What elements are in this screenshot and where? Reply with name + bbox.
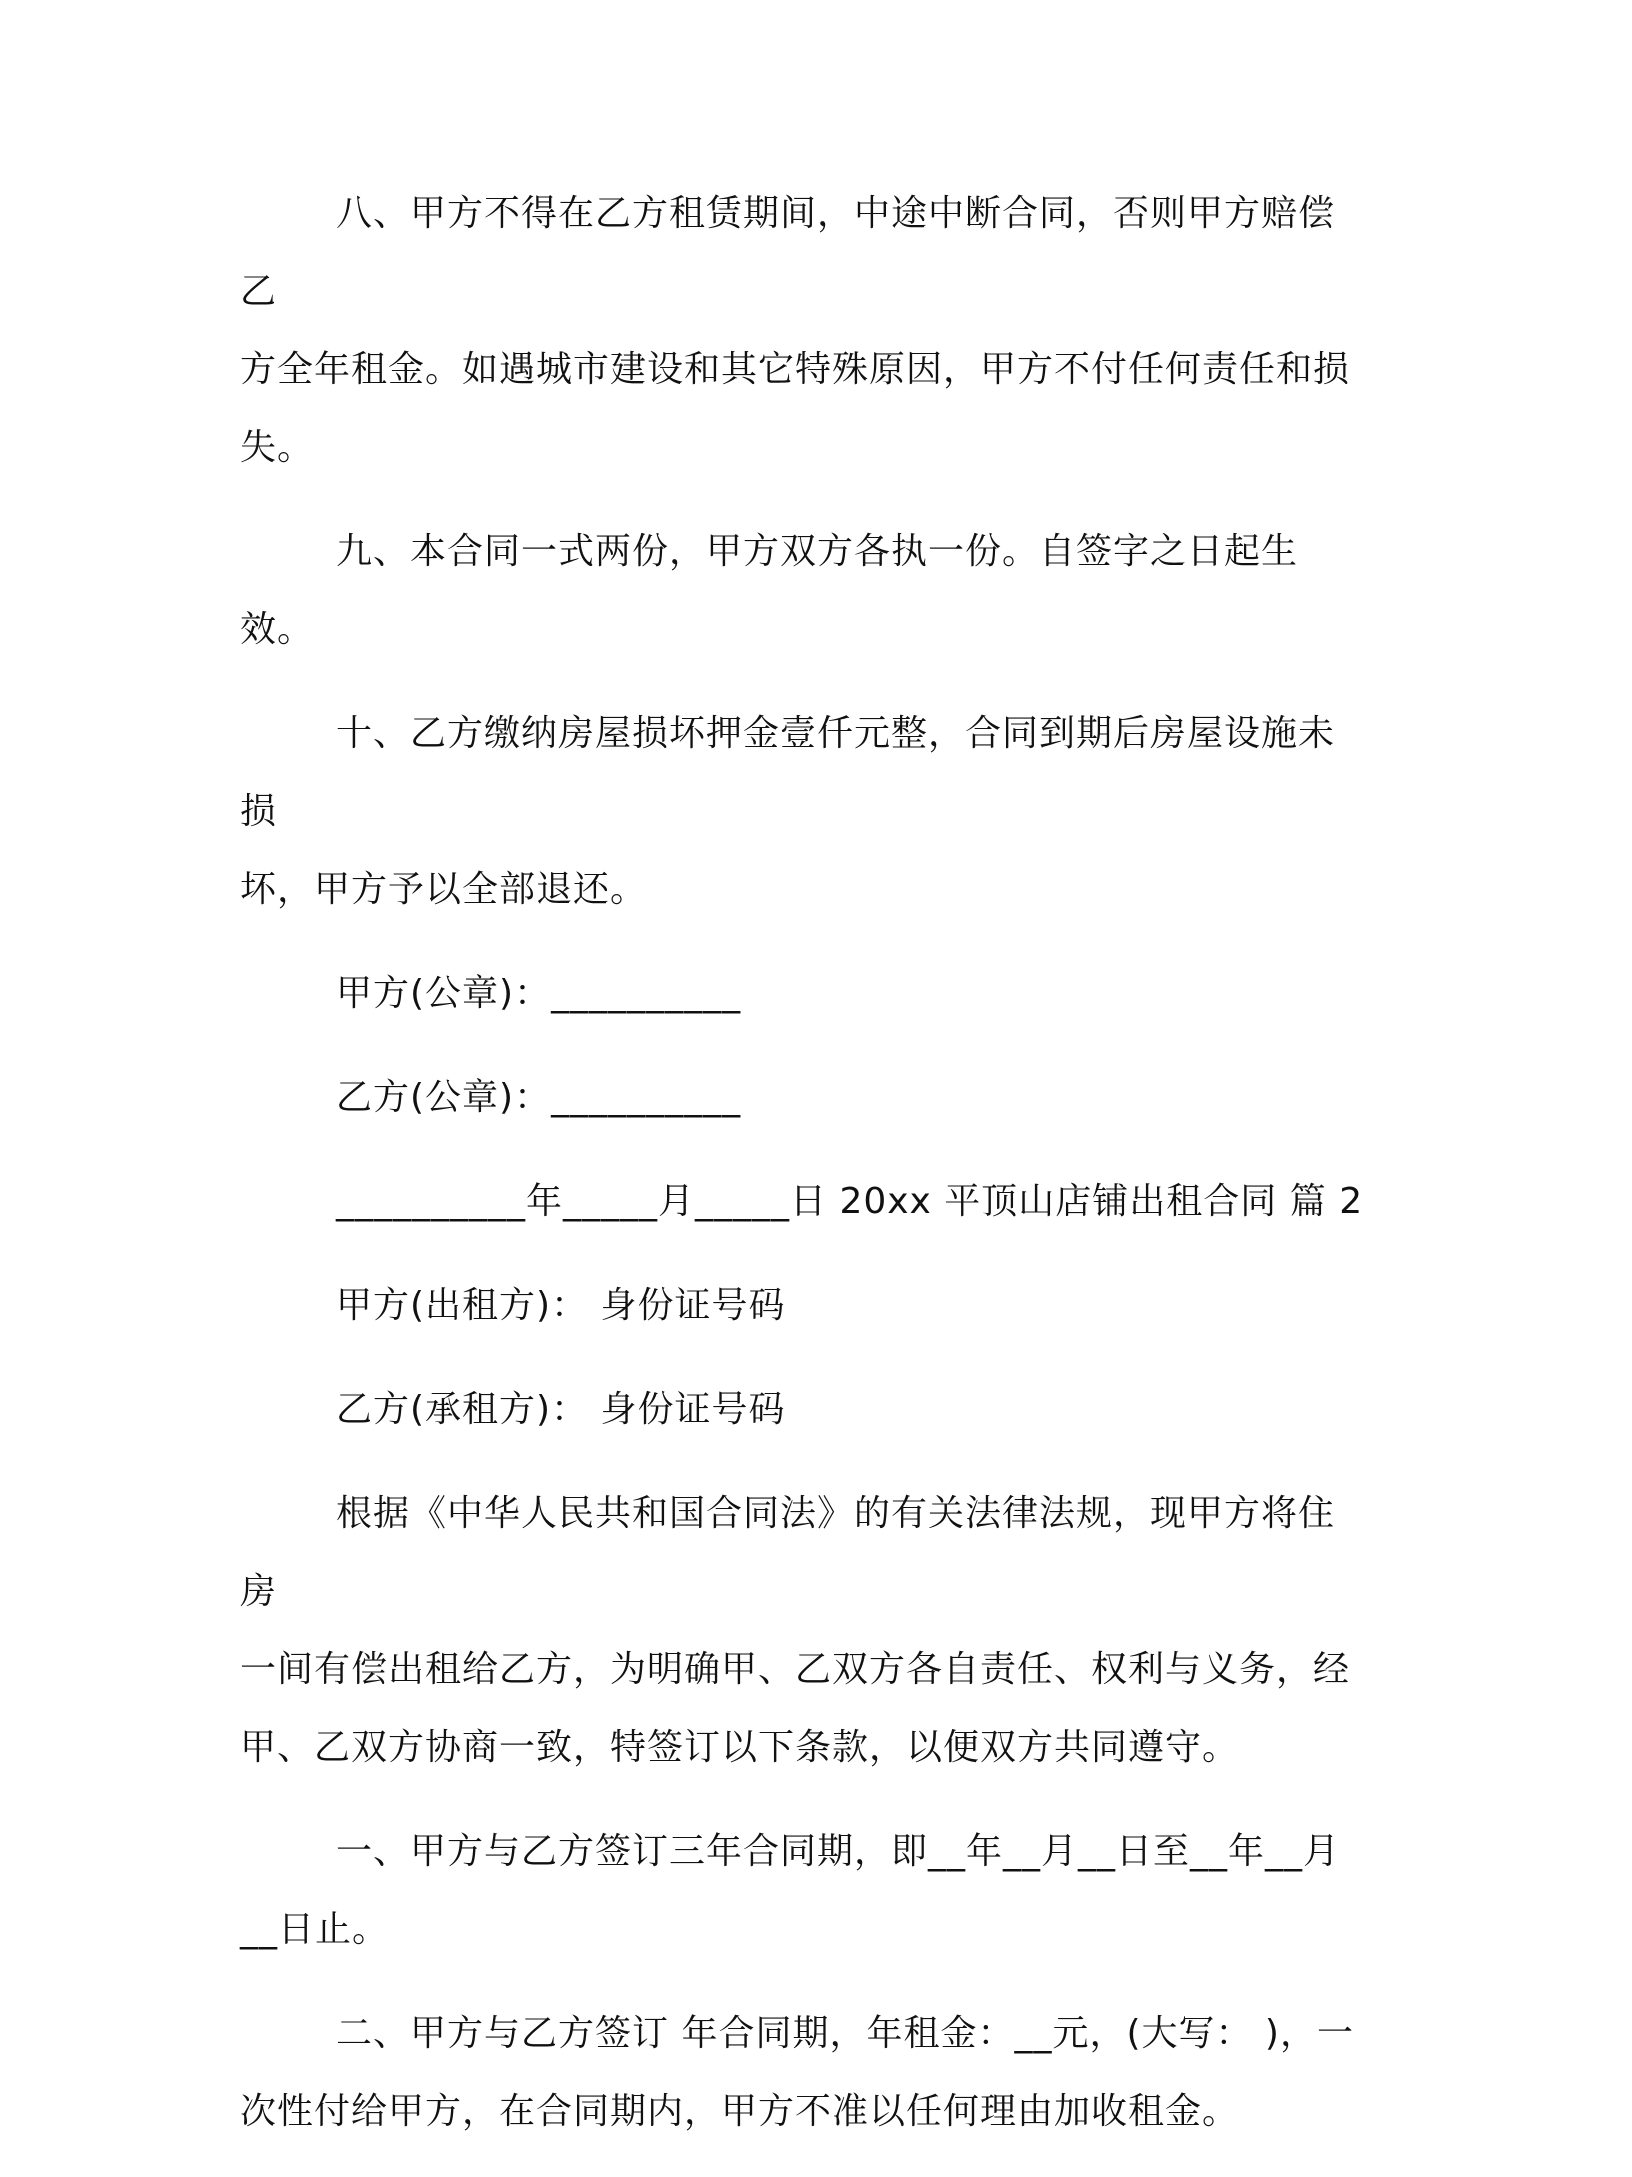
paragraph-line: 一间有偿出租给乙方，为明确甲、乙双方各自责任、权利与义务，经 xyxy=(240,1649,1351,1690)
paragraph-line: 甲方(出租方)： 身份证号码 xyxy=(336,1285,786,1326)
paragraph-line: 二、甲方与乙方签订 年合同期，年租金：__元，(大写： )，一 xyxy=(336,2013,1354,2054)
paragraph-line: __________年_____月_____日 20xx 平顶山店铺出租合同 篇 2 xyxy=(336,1181,1364,1222)
paragraph-line: 九、本合同一式两份，甲方双方各执一份。自签字之日起生效。 xyxy=(240,531,1299,650)
lessor-line xyxy=(240,1267,1370,1345)
paragraph-clause-10 xyxy=(240,695,1370,929)
party-a-seal-line xyxy=(240,955,1370,1033)
paragraph-line: 方全年租金。如遇城市建设和其它特殊原因，甲方不付任何责任和损 xyxy=(240,349,1351,390)
paragraph-line: 十、乙方缴纳房屋损坏押金壹仟元整，合同到期后房屋设施未损 xyxy=(240,713,1336,832)
document-page xyxy=(240,175,1370,2177)
party-b-seal-line xyxy=(240,1059,1370,1137)
paragraph-line: 乙方(承租方)： 身份证号码 xyxy=(336,1389,786,1430)
paragraph-line: 根据《中华人民共和国合同法》的有关法律法规，现甲方将住房 xyxy=(240,1493,1336,1612)
date-and-contract-title xyxy=(240,1163,1370,1241)
paragraph-line: 甲、乙双方协商一致，特签订以下条款，以便双方共同遵守。 xyxy=(240,1727,1240,1768)
paragraph-line: 甲方(公章)：__________ xyxy=(336,973,742,1014)
paragraph-line: 一、甲方与乙方签订三年合同期，即__年__月__日至__年__月 xyxy=(336,1831,1341,1872)
paragraph-line: __日止。 xyxy=(240,1909,390,1950)
paragraph-clause-1 xyxy=(240,1813,1370,1969)
lessee-line xyxy=(240,1371,1370,1449)
paragraph-line: 八、甲方不得在乙方租赁期间，中途中断合同，否则甲方赔偿乙 xyxy=(240,193,1336,312)
paragraph-clause-8 xyxy=(240,175,1370,487)
paragraph-clause-2 xyxy=(240,1995,1370,2151)
paragraph-line: 失。 xyxy=(240,427,315,468)
paragraph-clause-9 xyxy=(240,513,1370,669)
paragraph-preamble xyxy=(240,1475,1370,1787)
paragraph-line: 乙方(公章)：__________ xyxy=(336,1077,742,1118)
paragraph-line: 次性付给甲方，在合同期内，甲方不准以任何理由加收租金。 xyxy=(240,2091,1240,2132)
paragraph-line: 坏，甲方予以全部退还。 xyxy=(240,869,648,910)
